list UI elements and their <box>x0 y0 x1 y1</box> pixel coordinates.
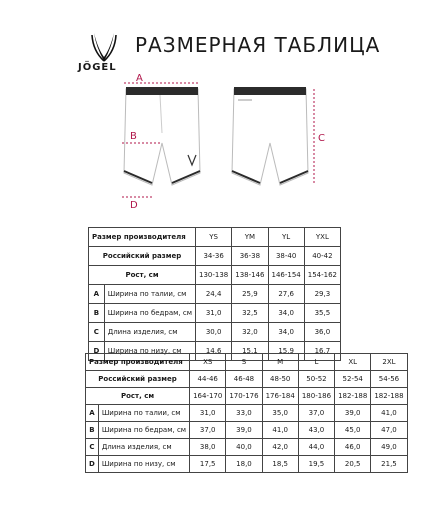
height-cell: 170-176 <box>226 388 262 405</box>
measure-label: Длина изделия, см <box>98 439 189 456</box>
value-cell: 33,0 <box>226 405 262 422</box>
ru-size-cell: 50-52 <box>298 371 334 388</box>
size-cell: S <box>226 354 262 371</box>
table-row <box>86 456 408 473</box>
value-cell: 46,0 <box>335 439 371 456</box>
table-row <box>86 439 408 456</box>
label-a: A <box>136 73 143 84</box>
measure-letter: A <box>86 405 99 422</box>
value-cell: 36,0 <box>304 323 340 342</box>
ru-size-cell: 52-54 <box>335 371 371 388</box>
ru-size-cell: 40-42 <box>304 247 340 266</box>
measure-letter: C <box>86 439 99 456</box>
table-row <box>89 285 341 304</box>
height-cell: 182-188 <box>371 388 407 405</box>
height-cell: 180-186 <box>298 388 334 405</box>
value-cell: 35,0 <box>262 405 298 422</box>
page-title: РАЗМЕРНАЯ ТАБЛИЦА <box>135 33 381 57</box>
value-cell: 42,0 <box>262 439 298 456</box>
value-cell: 15,9 <box>268 342 304 361</box>
value-cell: 19,5 <box>298 456 334 473</box>
size-cell: M <box>262 354 298 371</box>
value-cell: 35,5 <box>304 304 340 323</box>
value-cell: 24,4 <box>196 285 232 304</box>
value-cell: 15,1 <box>232 342 268 361</box>
value-cell: 32,0 <box>232 323 268 342</box>
size-table-adult <box>85 353 408 473</box>
height-cell: 146-154 <box>268 266 304 285</box>
size-cell: L <box>298 354 334 371</box>
value-cell: 41,0 <box>262 422 298 439</box>
measure-label: Ширина по талии, см <box>104 285 195 304</box>
measure-letter: D <box>89 342 105 361</box>
value-cell: 32,5 <box>232 304 268 323</box>
size-cell: YS <box>196 228 232 247</box>
ru-size-cell: 48-50 <box>262 371 298 388</box>
ru-size-cell: 54-56 <box>371 371 407 388</box>
value-cell: 25,9 <box>232 285 268 304</box>
table-header-label: Размер производителя <box>89 228 196 247</box>
size-table-youth <box>88 227 341 361</box>
height-cell: 164-170 <box>190 388 226 405</box>
ru-size-cell: 36-38 <box>232 247 268 266</box>
table-row <box>89 247 341 266</box>
value-cell: 14,6 <box>196 342 232 361</box>
value-cell: 17,5 <box>190 456 226 473</box>
size-cell: YL <box>268 228 304 247</box>
table-row <box>86 422 408 439</box>
height-cell: 138-146 <box>232 266 268 285</box>
table-header-label: Размер производителя <box>86 354 190 371</box>
value-cell: 43,0 <box>298 422 334 439</box>
measure-letter: C <box>89 323 105 342</box>
value-cell: 29,3 <box>304 285 340 304</box>
measure-label: Ширина по бедрам, см <box>104 304 195 323</box>
height-label: Рост, см <box>89 266 196 285</box>
value-cell: 34,0 <box>268 304 304 323</box>
shorts-size-diagram <box>100 73 340 213</box>
value-cell: 39,0 <box>335 405 371 422</box>
measure-label: Длина изделия, см <box>104 323 195 342</box>
height-cell: 154-162 <box>304 266 340 285</box>
value-cell: 45,0 <box>335 422 371 439</box>
label-b: B <box>130 131 137 142</box>
ru-size-label: Российский размер <box>86 371 190 388</box>
ru-size-cell: 44-46 <box>190 371 226 388</box>
size-cell: YM <box>232 228 268 247</box>
table-row <box>86 371 408 388</box>
height-cell: 176-184 <box>262 388 298 405</box>
measure-letter: D <box>86 456 99 473</box>
value-cell: 21,5 <box>371 456 407 473</box>
table-row <box>89 323 341 342</box>
measure-label: Ширина по низу, см <box>98 456 189 473</box>
value-cell: 37,0 <box>190 422 226 439</box>
label-c: C <box>318 133 325 144</box>
ru-size-cell: 38-40 <box>268 247 304 266</box>
shorts-back-figure <box>232 87 308 185</box>
size-cell: XL <box>335 354 371 371</box>
measure-letter: A <box>89 285 105 304</box>
table-row <box>86 354 408 371</box>
size-cell: YXL <box>304 228 340 247</box>
value-cell: 34,0 <box>268 323 304 342</box>
value-cell: 31,0 <box>190 405 226 422</box>
table-row <box>89 228 341 247</box>
ru-size-label: Российский размер <box>89 247 196 266</box>
height-cell: 182-188 <box>335 388 371 405</box>
ru-size-cell: 34-36 <box>196 247 232 266</box>
value-cell: 40,0 <box>226 439 262 456</box>
value-cell: 37,0 <box>298 405 334 422</box>
table-row <box>86 405 408 422</box>
measure-letter: B <box>89 304 105 323</box>
size-cell: XS <box>190 354 226 371</box>
measure-label: Ширина по бедрам, см <box>98 422 189 439</box>
height-label: Рост, см <box>86 388 190 405</box>
ru-size-cell: 46-48 <box>226 371 262 388</box>
table-row <box>89 304 341 323</box>
label-d: D <box>130 200 138 211</box>
value-cell: 18,5 <box>262 456 298 473</box>
value-cell: 27,6 <box>268 285 304 304</box>
size-cell: 2XL <box>371 354 407 371</box>
table-row <box>89 266 341 285</box>
value-cell: 38,0 <box>190 439 226 456</box>
value-cell: 39,0 <box>226 422 262 439</box>
value-cell: 49,0 <box>371 439 407 456</box>
value-cell: 18,0 <box>226 456 262 473</box>
table-row <box>86 388 408 405</box>
value-cell: 30,0 <box>196 323 232 342</box>
value-cell: 20,5 <box>335 456 371 473</box>
measure-label: Ширина по низу, см <box>104 342 195 361</box>
value-cell: 41,0 <box>371 405 407 422</box>
measure-letter: B <box>86 422 99 439</box>
value-cell: 47,0 <box>371 422 407 439</box>
value-cell: 44,0 <box>298 439 334 456</box>
brand-name: JÖGEL <box>78 62 117 73</box>
value-cell: 31,0 <box>196 304 232 323</box>
measure-label: Ширина по талии, см <box>98 405 189 422</box>
value-cell: 16,7 <box>304 342 340 361</box>
height-cell: 130-138 <box>196 266 232 285</box>
